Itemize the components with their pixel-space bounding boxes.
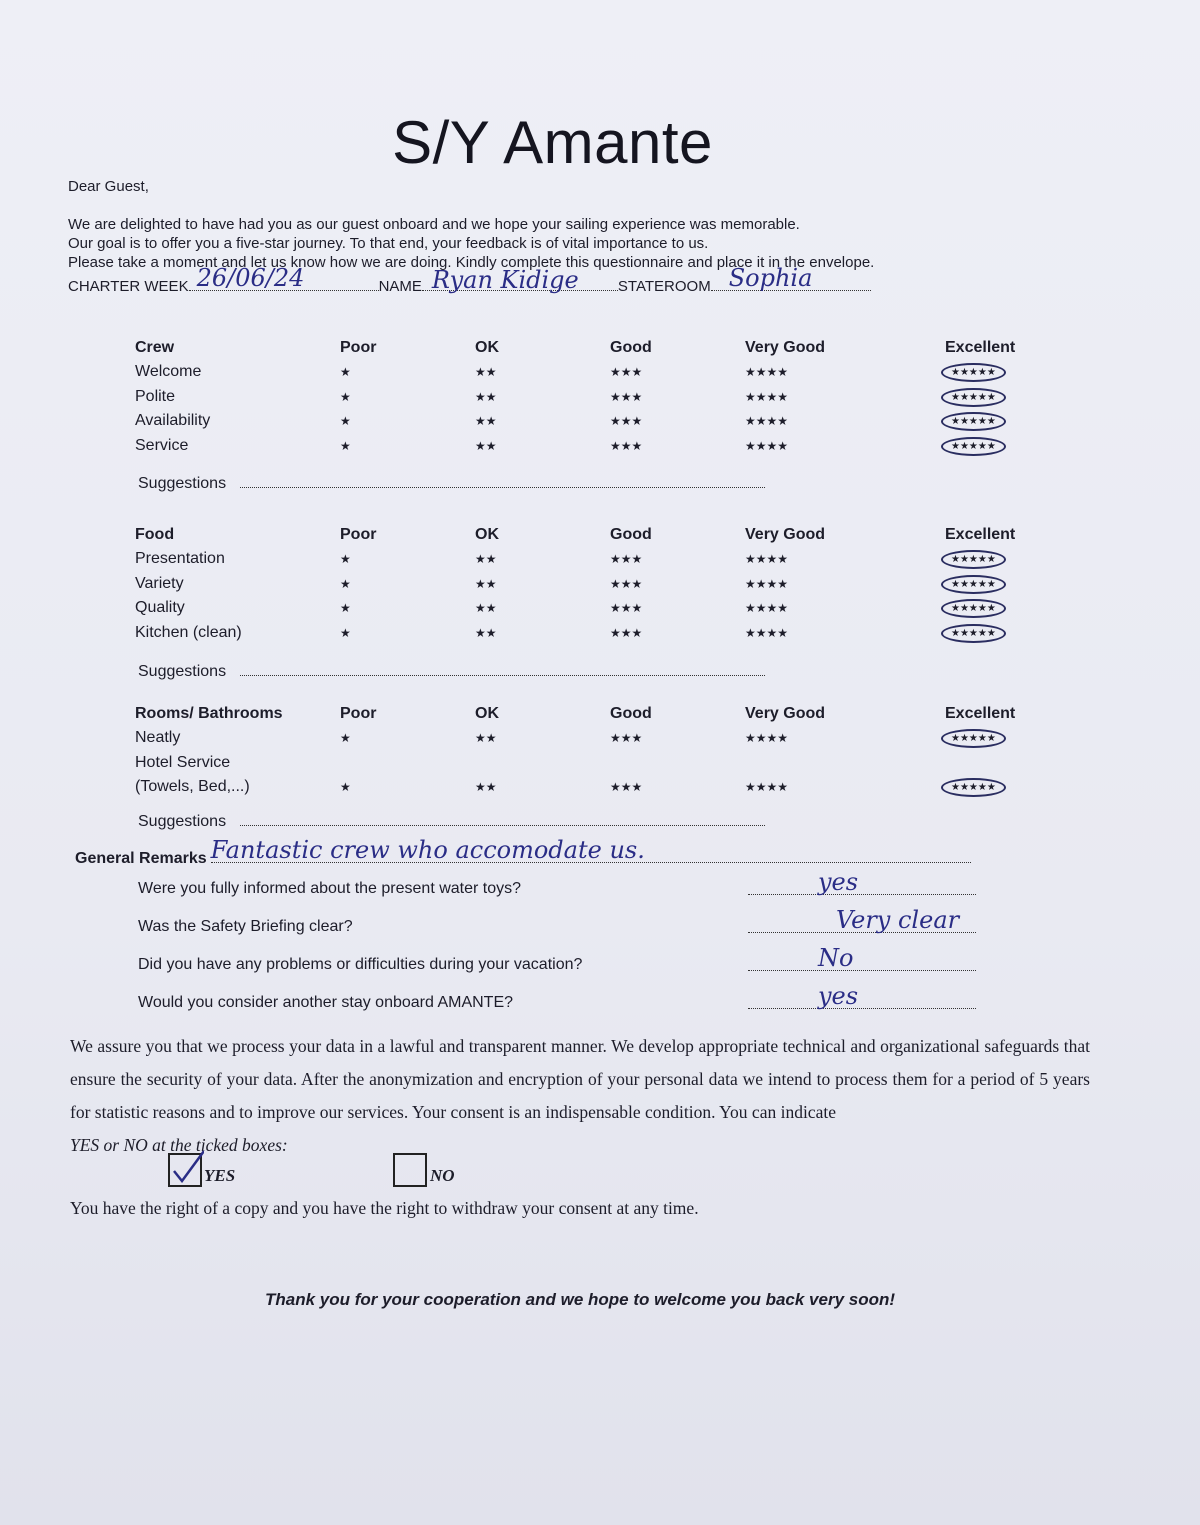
col-ok: OK bbox=[475, 526, 499, 543]
rating-option-selected[interactable]: ★★★★★ bbox=[941, 778, 1006, 797]
rating-option[interactable]: ★ bbox=[340, 552, 351, 567]
rating-option[interactable]: ★★★ bbox=[610, 365, 643, 380]
item-label: Hotel Service bbox=[135, 753, 231, 771]
item-label: Availability bbox=[135, 412, 211, 430]
rating-option-selected[interactable]: ★★★★★ bbox=[941, 363, 1006, 382]
rating-row bbox=[135, 434, 1045, 459]
withdraw-text: You have the right of a copy and you have the right to withdraw your consent at any time. bbox=[70, 1198, 699, 1218]
header-fields bbox=[68, 264, 871, 295]
question-text: Would you consider another stay onboard AMANTE? bbox=[138, 994, 514, 1011]
col-poor: Poor bbox=[340, 705, 377, 722]
answer-field[interactable] bbox=[748, 868, 976, 895]
rating-option-selected[interactable]: ★★★★★ bbox=[941, 599, 1006, 618]
rating-option-selected[interactable]: ★★★★★ bbox=[941, 412, 1006, 431]
checkmark-icon bbox=[170, 1149, 204, 1183]
item-label: Neatly bbox=[135, 729, 181, 747]
document-title: S/Y Amante bbox=[392, 109, 713, 176]
consent-yes-label: YES bbox=[204, 1166, 236, 1185]
rating-option[interactable]: ★★ bbox=[475, 780, 497, 795]
col-excellent: Excellent bbox=[945, 526, 1016, 543]
rating-option[interactable]: ★★★ bbox=[610, 780, 643, 795]
rating-option[interactable]: ★★★★ bbox=[745, 438, 789, 453]
rating-option[interactable]: ★★★ bbox=[610, 389, 643, 404]
answer-field[interactable] bbox=[748, 982, 976, 1009]
stateroom-value: Sophia bbox=[728, 264, 813, 292]
col-good: Good bbox=[610, 705, 652, 722]
consent-no-label: NO bbox=[430, 1166, 455, 1185]
rating-option[interactable]: ★★ bbox=[475, 365, 497, 380]
stateroom-field[interactable] bbox=[711, 264, 871, 292]
item-label: Quality bbox=[135, 599, 185, 617]
item-label: Kitchen (clean) bbox=[135, 623, 242, 641]
food-rating-table bbox=[135, 523, 1045, 645]
item-label: Service bbox=[135, 436, 189, 454]
col-very-good: Very Good bbox=[745, 339, 826, 356]
rating-row bbox=[135, 360, 1045, 385]
crew-rating-table bbox=[135, 336, 1045, 458]
consent-tail: YES or NO at the ticked boxes: bbox=[70, 1135, 288, 1155]
rating-option[interactable]: ★★★ bbox=[610, 438, 643, 453]
rating-option[interactable]: ★ bbox=[340, 438, 351, 453]
question-text: Did you have any problems or difficulties during your vacation? bbox=[138, 956, 583, 973]
rating-option[interactable]: ★ bbox=[340, 731, 351, 746]
rating-option-selected[interactable]: ★★★★★ bbox=[941, 575, 1006, 594]
crew-suggestions bbox=[138, 475, 765, 493]
salutation: Dear Guest, bbox=[68, 178, 149, 195]
item-label: (Towels, Bed,...) bbox=[135, 778, 250, 796]
col-good: Good bbox=[610, 339, 652, 356]
rating-row bbox=[135, 621, 1045, 646]
general-remarks-field[interactable] bbox=[210, 836, 971, 864]
general-remarks bbox=[75, 836, 971, 868]
answer-field[interactable] bbox=[748, 944, 976, 971]
item-label: Polite bbox=[135, 387, 176, 405]
section-title: Crew bbox=[135, 339, 175, 356]
rating-option[interactable]: ★★ bbox=[475, 601, 497, 616]
rating-option[interactable]: ★★★ bbox=[610, 414, 643, 429]
col-excellent: Excellent bbox=[945, 705, 1016, 722]
question-text: Was the Safety Briefing clear? bbox=[138, 918, 353, 935]
rating-option[interactable]: ★★★★ bbox=[745, 389, 789, 404]
charter-week-label: CHARTER WEEK bbox=[68, 278, 189, 295]
rating-option[interactable]: ★★★★ bbox=[745, 601, 789, 616]
item-label: Variety bbox=[135, 574, 184, 592]
rating-option[interactable]: ★ bbox=[340, 365, 351, 380]
rating-option[interactable]: ★★★★ bbox=[745, 731, 789, 746]
answer-value: yes bbox=[818, 868, 859, 896]
suggestions-label: Suggestions bbox=[138, 663, 227, 680]
intro-line: Our goal is to offer you a five-star journey. To that end, your feedback is of vital importance to us. bbox=[68, 235, 709, 252]
col-ok: OK bbox=[475, 705, 499, 722]
rating-row bbox=[135, 751, 1045, 776]
rating-option[interactable]: ★★★ bbox=[610, 625, 643, 640]
rating-option[interactable]: ★ bbox=[340, 576, 351, 591]
consent-text: We assure you that we process your data in a lawful and transparent manner. We develop appropriate technical and organizational safeguards that ensure the security of your data. After the anonymization and encryption of your personal data we intend to process them for a period of 5 years for statistic reasons and to improve our services. Your consent is an indispensable condition. You can indicate bbox=[70, 1036, 1090, 1122]
rating-option[interactable]: ★★★★ bbox=[745, 780, 789, 795]
answer-value: No bbox=[818, 944, 854, 972]
food-suggestions bbox=[138, 663, 765, 681]
rating-option[interactable]: ★★★★ bbox=[745, 552, 789, 567]
answer-value: yes bbox=[818, 982, 859, 1010]
rating-row bbox=[135, 775, 1045, 800]
charter-week-value: 26/06/24 bbox=[196, 264, 305, 292]
rating-option[interactable]: ★★ bbox=[475, 389, 497, 404]
consent-yes-checkbox[interactable] bbox=[168, 1153, 202, 1187]
rooms-rating-table bbox=[135, 702, 1045, 800]
name-field[interactable] bbox=[422, 266, 618, 294]
rating-row bbox=[135, 596, 1045, 621]
rating-option[interactable]: ★★★ bbox=[610, 731, 643, 746]
consent-paragraph bbox=[70, 1030, 1090, 1162]
rating-option[interactable]: ★★★★ bbox=[745, 625, 789, 640]
consent-no-checkbox[interactable] bbox=[393, 1153, 427, 1187]
col-poor: Poor bbox=[340, 339, 377, 356]
charter-week-field[interactable] bbox=[189, 264, 379, 292]
question-text: Were you fully informed about the present water toys? bbox=[138, 880, 522, 897]
rating-option[interactable]: ★ bbox=[340, 414, 351, 429]
rating-option[interactable]: ★★★ bbox=[610, 552, 643, 567]
suggestions-label: Suggestions bbox=[138, 475, 227, 492]
rating-option[interactable]: ★★★★ bbox=[745, 365, 789, 380]
rating-row bbox=[135, 385, 1045, 410]
rating-option[interactable]: ★ bbox=[340, 601, 351, 616]
rating-option-selected[interactable]: ★★★★★ bbox=[941, 388, 1006, 407]
intro-line: Please take a moment and let us know how we are doing. Kindly complete this questionnaire and place it in the envelope. bbox=[68, 254, 875, 271]
rating-option[interactable]: ★ bbox=[340, 625, 351, 640]
rating-option[interactable]: ★★ bbox=[475, 625, 497, 640]
suggestions-line[interactable] bbox=[240, 674, 765, 676]
name-label: NAME bbox=[378, 278, 422, 295]
col-excellent: Excellent bbox=[945, 339, 1016, 356]
stateroom-label: STATEROOM bbox=[617, 278, 711, 295]
name-value: Ryan Kidige bbox=[431, 266, 579, 294]
suggestions-line[interactable] bbox=[240, 486, 765, 488]
rating-option-selected[interactable]: ★★★★★ bbox=[941, 550, 1006, 569]
answer-value: Very clear bbox=[836, 906, 960, 934]
section-title: Food bbox=[135, 526, 175, 543]
rating-option[interactable]: ★★ bbox=[475, 438, 497, 453]
general-remarks-label: General Remarks bbox=[75, 850, 207, 867]
general-remarks-value: Fantastic crew who accomodate us. bbox=[210, 836, 645, 864]
rating-option[interactable]: ★★★ bbox=[610, 576, 643, 591]
col-good: Good bbox=[610, 526, 652, 543]
suggestions-line[interactable] bbox=[240, 824, 765, 826]
rating-option-selected[interactable]: ★★★★★ bbox=[941, 729, 1006, 748]
rating-row bbox=[135, 572, 1045, 597]
col-ok: OK bbox=[475, 339, 499, 356]
rating-option[interactable]: ★★ bbox=[475, 414, 497, 429]
col-poor: Poor bbox=[340, 526, 377, 543]
rating-option[interactable]: ★★ bbox=[475, 576, 497, 591]
rating-option[interactable]: ★ bbox=[340, 389, 351, 404]
rating-row bbox=[135, 409, 1045, 434]
intro-line: We are delighted to have had you as our guest onboard and we hope your sailing experience was memorable. bbox=[68, 216, 800, 233]
col-very-good: Very Good bbox=[745, 526, 826, 543]
rating-option[interactable]: ★★★★ bbox=[745, 576, 789, 591]
rating-row bbox=[135, 726, 1045, 751]
rating-option[interactable]: ★★★ bbox=[610, 601, 643, 616]
rating-option-selected[interactable]: ★★★★★ bbox=[941, 624, 1006, 643]
item-label: Welcome bbox=[135, 363, 202, 381]
footer-thanks: Thank you for your cooperation and we hope to welcome you back very soon! bbox=[264, 1290, 896, 1309]
answer-field[interactable] bbox=[748, 906, 976, 933]
section-title: Rooms/ Bathrooms bbox=[135, 705, 283, 722]
col-very-good: Very Good bbox=[745, 705, 826, 722]
rating-option[interactable]: ★★ bbox=[475, 552, 497, 567]
rating-option-selected[interactable]: ★★★★★ bbox=[941, 437, 1006, 456]
rating-row bbox=[135, 547, 1045, 572]
item-label: Presentation bbox=[135, 550, 225, 568]
suggestions-label: Suggestions bbox=[138, 813, 227, 830]
rating-option[interactable]: ★★ bbox=[475, 731, 497, 746]
rooms-suggestions bbox=[138, 813, 765, 831]
rating-option[interactable]: ★★★★ bbox=[745, 414, 789, 429]
rating-option[interactable]: ★ bbox=[340, 780, 351, 795]
